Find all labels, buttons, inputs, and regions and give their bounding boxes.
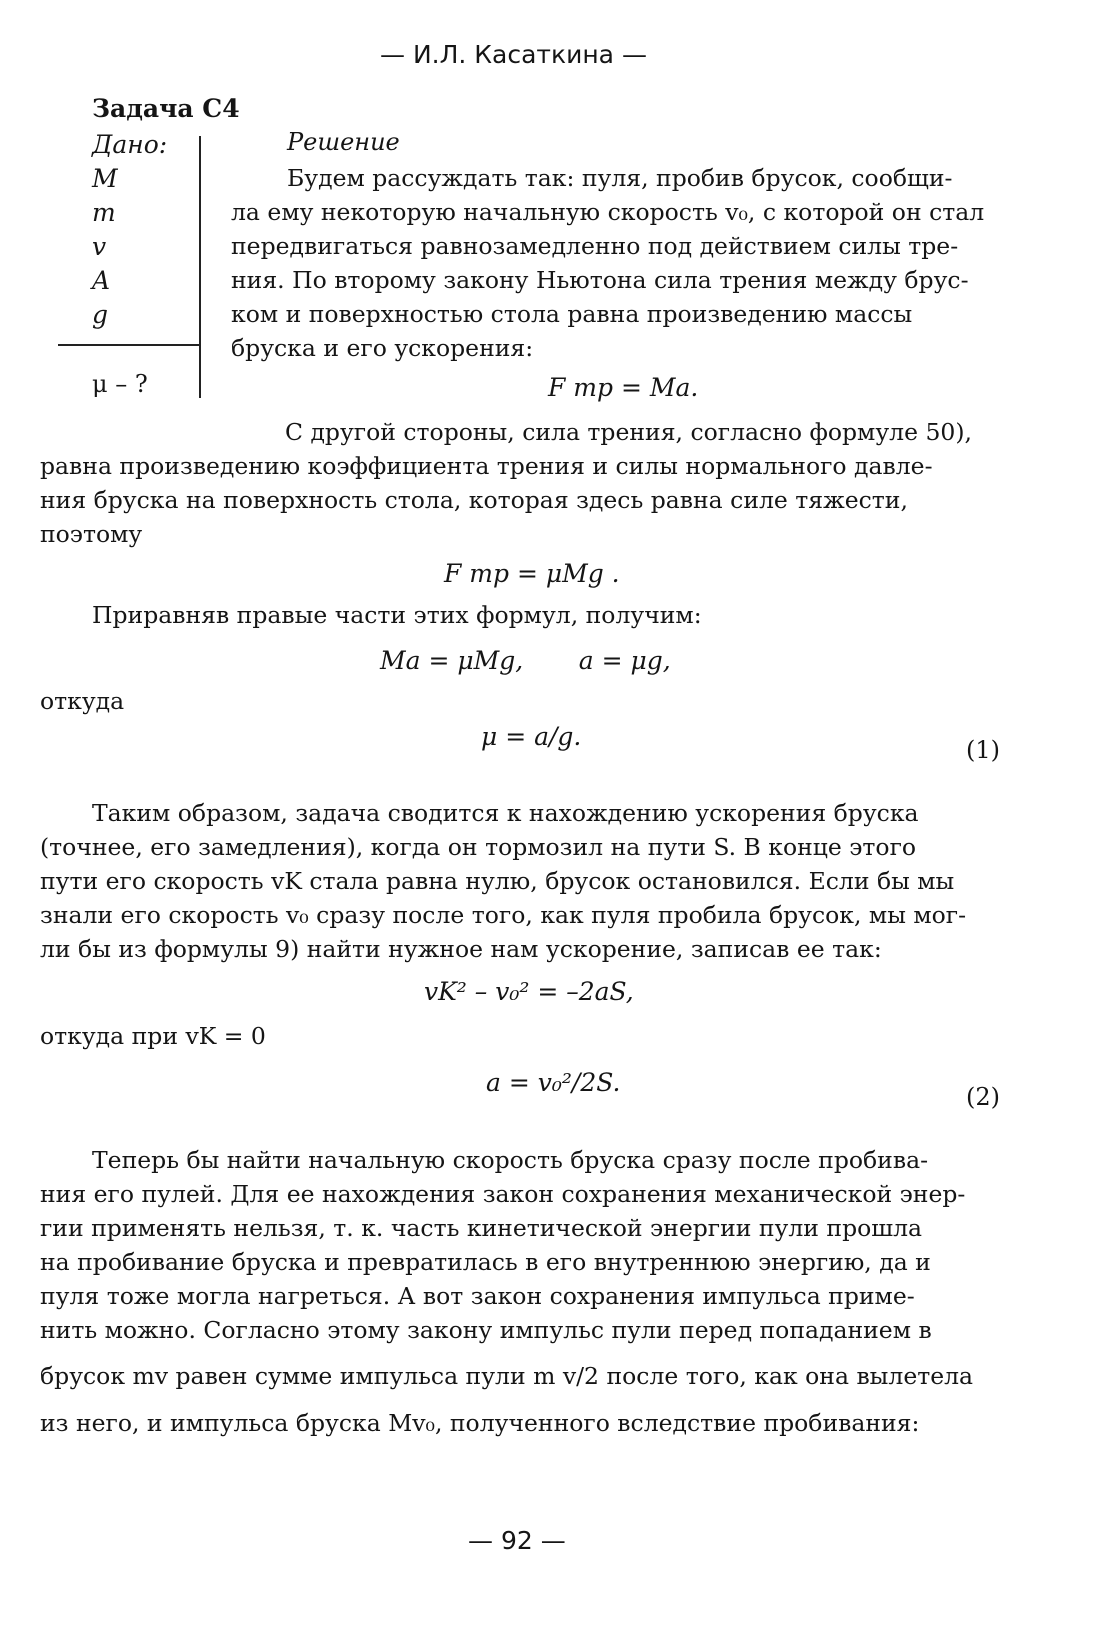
para6-line: ния его пулей. Для ее нахождения закон сохранения механической энер- xyxy=(40,1180,966,1208)
para6-line: пуля тоже могла нагреться. А вот закон сохранения импульса приме- xyxy=(40,1282,915,1310)
given-item-A: A xyxy=(92,266,111,295)
para6-line: нить можно. Согласно этому закону импульс пули перед попаданием в xyxy=(40,1316,932,1344)
para4-line: Таким образом, задача сводится к нахождению ускорения бруска xyxy=(92,799,919,827)
given-item-mass-block: M xyxy=(92,164,118,193)
otkuda-text: откуда xyxy=(40,687,125,715)
para2-line: С другой стороны, сила трения, согласно формуле 50), xyxy=(285,418,973,446)
para6-line: гии применять нельзя, т. к. часть кинетической энергии пули прошла xyxy=(40,1214,923,1242)
formula-mu-ratio: μ = a/g. xyxy=(481,722,582,751)
para1-line: бруска и его ускорения: xyxy=(231,334,534,362)
para1-line: ком и поверхностью стола равна произведению массы xyxy=(231,300,913,328)
equation-number-2: (2) xyxy=(966,1083,1000,1111)
given-unknown: μ – ? xyxy=(92,370,148,398)
formula-equate: Ma = μMg, a = μg, xyxy=(380,646,671,675)
para4-line: пути его скорость vK стала равна нулю, брусок остановился. Если бы мы xyxy=(40,867,955,895)
para6-line: на пробивание бруска и превратилась в его внутреннюю энергию, да и xyxy=(40,1248,931,1276)
formula-friction-ma: F тр = Ma. xyxy=(548,373,699,402)
given-item-mass-bullet: m xyxy=(92,198,116,227)
given-separator xyxy=(58,344,200,346)
para4-line: ли бы из формулы 9) найти нужное нам ускорение, записав ее так: xyxy=(40,935,882,963)
para4-line: знали его скорость v₀ сразу после того, как пуля пробила брусок, мы мог- xyxy=(40,901,967,929)
task-title: Задача С4 xyxy=(92,94,240,123)
formula-acceleration: a = v₀²/2S. xyxy=(486,1068,621,1097)
para2-line: ния бруска на поверхность стола, которая здесь равна силе тяжести, xyxy=(40,486,908,514)
running-header: — И.Л. Касаткина — xyxy=(380,40,647,69)
para1-line: Будем рассуждать так: пуля, пробив брусок, сообщи- xyxy=(287,164,953,192)
para2-line: равна произведению коэффициента трения и силы нормального давле- xyxy=(40,452,933,480)
para3-line: Приравняв правые части этих формул, получим: xyxy=(92,601,702,629)
para6-line: Теперь бы найти начальную скорость бруска сразу после пробива- xyxy=(92,1146,929,1174)
given-label: Дано: xyxy=(92,130,168,159)
equation-number-1: (1) xyxy=(966,736,1000,764)
solution-heading: Решение xyxy=(287,128,400,156)
formula-friction-mu: F тр = μMg . xyxy=(444,559,620,588)
para4-line: (точнее, его замедления), когда он тормозил на пути S. В конце этого xyxy=(40,833,917,861)
para2-line: поэтому xyxy=(40,520,143,548)
para1-line: ла ему некоторую начальную скорость v₀, с которой он стал xyxy=(231,198,985,226)
given-item-g: g xyxy=(92,300,109,329)
para5-line: откуда при vK = 0 xyxy=(40,1022,266,1050)
para6-line: из него, и импульса бруска Mv₀, полученного вследствие пробивания: xyxy=(40,1409,920,1437)
para6-line: брусок mv равен сумме импульса пули m v/2 после того, как она вылетела xyxy=(40,1362,974,1390)
given-vertical-rule xyxy=(199,136,201,398)
para1-line: передвигаться равнозамедленно под действием силы тре- xyxy=(231,232,959,260)
para1-line: ния. По второму закону Ньютона сила трения между брус- xyxy=(231,266,969,294)
page-number: — 92 — xyxy=(468,1526,566,1555)
formula-kinematics: vK² – v₀² = –2aS, xyxy=(424,977,634,1006)
given-item-velocity: v xyxy=(92,232,107,261)
